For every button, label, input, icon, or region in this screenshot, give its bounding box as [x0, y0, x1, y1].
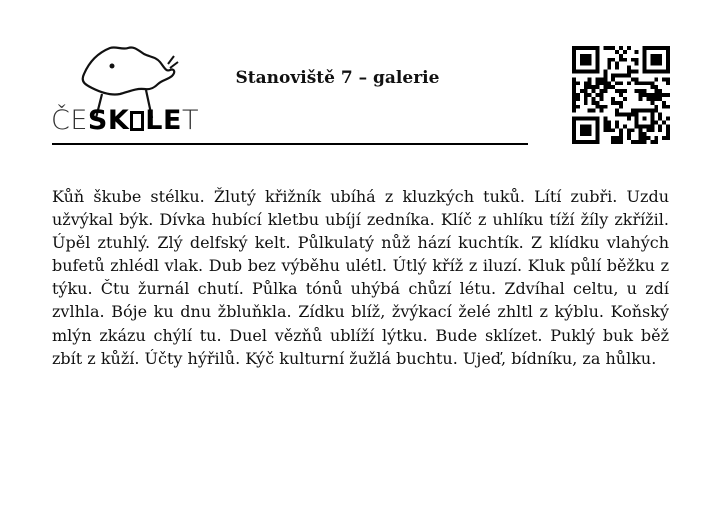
header-divider: [52, 143, 528, 145]
ceskolet-logo: [50, 40, 199, 140]
board-icon: [130, 111, 144, 131]
body-paragraph: Kůň škube stélku. Žlutý křižník ubíhá z kluzkých tuků. Lítí zubři. Uzdu užvýkal býk. Dívka hubící kletbu ubíjí zedníka. Klíč z uhlíku tíží žíly zkřížil. Úpěl ztuhlý. Zlý delfský kelt. Půlkulatý nůž hází kuchtík. Z klídku vlahých bufetů zhlédl vlak. Dub bez výběhu ulétl. Útlý kříž z iluzí. Kluk půlí běžku z týku. Čtu žurnál chutí. Půlka tónů uhýbá chůzí létu. Zdvíhal celtu, u zdí zvlhla. Bóje ku dnu žbluňkla. Zídku blíž, žvýkací želé zhltl z kýblu. Koňský mlýn zkázu chýlí tu. Duel vězňů ublíží lýtku. Bude sklízet. Puklý buk běž zbít z kůží. Účty hýřilů. Kýč kulturní žužlá buchtu. Ujeď, bídníku, za hůlku.: [52, 187, 669, 368]
qr-code-icon: [572, 46, 670, 144]
logo-wordmark: ČESK LET: [51, 105, 199, 136]
page-title: Stanoviště 7 – galerie: [235, 68, 440, 88]
